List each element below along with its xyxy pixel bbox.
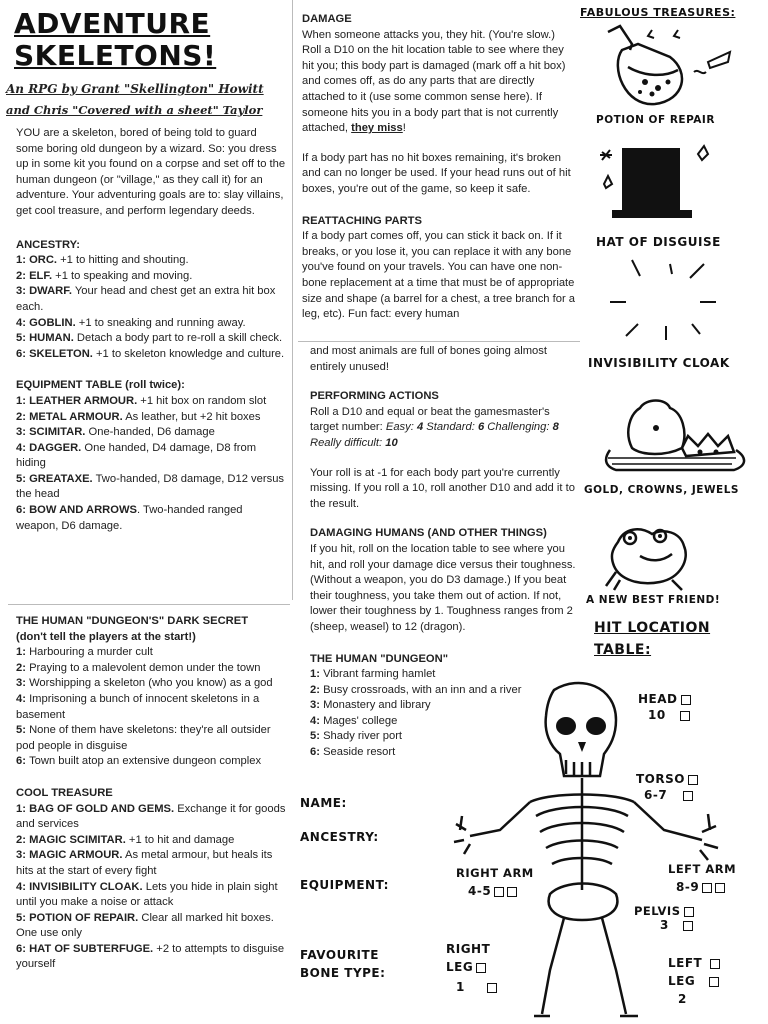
list-item: 2: Praying to a malevolent demon under the town bbox=[16, 661, 261, 674]
ancestry-list bbox=[16, 253, 286, 362]
actions-text-2: Your roll is at -1 for each body part you're currently missing. If you roll a 10, roll another D10 and add it to the result. bbox=[310, 466, 575, 510]
secret-subheading: (don't tell the players at the start!) bbox=[16, 630, 196, 643]
hit-lleg-label-2: LEG bbox=[668, 974, 719, 988]
ancestry-field-label[interactable]: ANCESTRY: bbox=[300, 830, 379, 844]
hit-box[interactable] bbox=[683, 791, 693, 801]
hit-box[interactable] bbox=[494, 887, 504, 897]
list-item: 2: MAGIC SCIMITAR. +1 to hit and damage bbox=[16, 833, 235, 846]
list-item: 5: HUMAN. Detach a body part to re-roll a skill check. bbox=[16, 332, 283, 345]
potion-label: POTION OF REPAIR bbox=[596, 114, 715, 126]
divider bbox=[8, 604, 290, 605]
damage-text-2: If a body part has no hit boxes remaining, it's broken and can no longer be used. If your head runs out of hit boxes, you're out of the game, so keep it safe. bbox=[302, 151, 571, 195]
list-item: 6: SKELETON. +1 to skeleton knowledge and culture. bbox=[16, 347, 285, 360]
equipment-list bbox=[16, 394, 286, 534]
actions-heading: PERFORMING ACTIONS bbox=[310, 390, 439, 403]
bone-field-label-1: FAVOURITE bbox=[300, 948, 379, 962]
hit-box[interactable] bbox=[684, 907, 694, 917]
hit-pelvis-label: PELVIS bbox=[634, 904, 694, 918]
list-item: 6: BOW AND ARROWS. Two-handed ranged weapon, D6 damage. bbox=[16, 504, 243, 532]
list-item: 6: Town built atop an extensive dungeon complex bbox=[16, 755, 262, 768]
damaging-heading: DAMAGING HUMANS (AND OTHER THINGS) bbox=[310, 527, 547, 540]
hit-box[interactable] bbox=[507, 887, 517, 897]
list-item: 4: INVISIBILITY CLOAK. Lets you hide in plain sight until you make a noise or attack bbox=[16, 880, 278, 909]
secret-heading: THE HUMAN "DUNGEON'S" DARK SECRET bbox=[16, 615, 249, 627]
hit-rleg-label-2: LEG bbox=[446, 960, 486, 974]
damage-heading: DAMAGE bbox=[302, 13, 352, 25]
hit-head-label: HEAD bbox=[638, 692, 691, 706]
reattach-text-cont: and most animals are full of bones going almost entirely unused! bbox=[310, 345, 547, 373]
list-item: 3: DWARF. Your head and chest get an extra hit box each. bbox=[16, 285, 276, 313]
hit-rarm-label: RIGHT ARM bbox=[456, 866, 534, 880]
secret-list bbox=[16, 645, 288, 770]
list-item: 5: Shady river port bbox=[310, 730, 403, 743]
reattach-heading: REATTACHING PARTS bbox=[302, 214, 422, 227]
gold-crown-icon bbox=[596, 392, 756, 476]
hit-box[interactable] bbox=[715, 883, 725, 893]
gold-label: GOLD, CROWNS, JEWELS bbox=[584, 484, 739, 496]
list-item: 5: GREATAXE. Two-handed, D8 damage, D12 versus the head bbox=[16, 472, 285, 501]
hit-box[interactable] bbox=[681, 695, 691, 705]
list-item: 4: GOBLIN. +1 to sneaking and running away. bbox=[16, 316, 246, 329]
treasure-list bbox=[16, 802, 288, 974]
list-item: 3: Worshipping a skeleton (who you know) as a god bbox=[16, 677, 273, 690]
list-item: 4: Mages' college bbox=[310, 714, 398, 727]
actions-text-1: Roll a D10 and equal or beat the gamesmaster's target number: Easy: 4 Standard: 6 Challenging: 8 Really difficult: 10 bbox=[310, 405, 559, 449]
intro-text: YOU are a skeleton, bored of being told to guard some boring old dungeon by a wizard. So: you dress up in some kit you found on a corpse and set off to the human dungeon (or "village," as they call it) for an adventure. Your adventuring goals are to: slay villains, get cool treasure, and perform legendary deeds. bbox=[16, 127, 286, 217]
reattach-text: If a body part comes off, you can stick it back on. If it breaks, or you lose it, you can replace it with any bone you've found on your travels. You can have one non-bone replacement at a time that must be of appropriate size and shape (a barrel for a chest, a tree branch for a leg, etc). Fun fact: every human bbox=[302, 230, 576, 321]
name-field-label[interactable]: NAME: bbox=[300, 796, 347, 810]
potion-icon bbox=[590, 22, 740, 116]
hit-box[interactable] bbox=[683, 921, 693, 931]
list-item: 2: ELF. +1 to speaking and moving. bbox=[16, 269, 193, 282]
column-divider bbox=[292, 0, 293, 600]
hit-larm-label: LEFT ARM bbox=[668, 862, 737, 876]
left-column-top bbox=[16, 126, 286, 534]
cloak-label: INVISIBILITY CLOAK bbox=[588, 356, 730, 370]
friend-label: A NEW BEST FRIEND! bbox=[586, 594, 721, 606]
hit-box[interactable] bbox=[709, 977, 719, 987]
list-item: 2: Busy crossroads, with an inn and a river bbox=[310, 683, 522, 696]
hit-box[interactable] bbox=[487, 983, 497, 993]
title-line1: ADVENTURE bbox=[14, 7, 211, 40]
list-item: 1: ORC. +1 to hitting and shouting. bbox=[16, 254, 189, 267]
byline-line2: and Chris "Covered with a sheet" Taylor bbox=[6, 103, 263, 117]
frog-icon bbox=[600, 522, 700, 594]
list-item: 6: HAT OF SUBTERFUGE. +2 to attempts to disguise yourself bbox=[16, 942, 285, 971]
hit-box[interactable] bbox=[476, 963, 486, 973]
list-item: 3: MAGIC ARMOUR. As metal armour, but heals its hits at the start of every fight bbox=[16, 849, 273, 877]
hit-head-number: 10 bbox=[648, 708, 690, 722]
list-item: 2: METAL ARMOUR. As leather, but +2 hit boxes bbox=[16, 410, 261, 423]
hat-icon bbox=[592, 140, 722, 232]
treasure-heading: COOL TREASURE bbox=[16, 786, 113, 799]
middle-column-top bbox=[302, 12, 576, 323]
hitloc-heading-2: TABLE: bbox=[594, 642, 652, 658]
hit-rleg-label-1: RIGHT bbox=[446, 942, 491, 956]
bone-field-label-2[interactable]: BONE TYPE: bbox=[300, 966, 386, 980]
byline-line1: An RPG by Grant "Skellington" Howitt bbox=[6, 82, 264, 96]
dungeon-heading: THE HUMAN "DUNGEON" bbox=[310, 652, 449, 665]
list-item: 1: BAG OF GOLD AND GEMS. Exchange it for goods and services bbox=[16, 802, 286, 831]
equipment-heading: EQUIPMENT TABLE (roll twice): bbox=[16, 379, 185, 392]
hit-rleg-number: 1 bbox=[456, 980, 497, 994]
list-item: 3: Monastery and library bbox=[310, 699, 431, 712]
hit-lleg-number: 2 bbox=[678, 992, 687, 1006]
list-item: 6: Seaside resort bbox=[310, 746, 396, 759]
list-item: 3: SCIMITAR. One-handed, D6 damage bbox=[16, 426, 215, 439]
list-item: 1: Harbouring a murder cult bbox=[16, 646, 153, 659]
list-item: 4: DAGGER. One handed, D4 damage, D8 from hiding bbox=[16, 441, 257, 470]
hit-pelvis-number: 3 bbox=[660, 918, 693, 932]
title-line2: SKELETONS! bbox=[14, 39, 217, 72]
list-item: 5: None of them have skeletons: they're all outsider pod people in disguise bbox=[16, 724, 271, 752]
hit-box[interactable] bbox=[688, 775, 698, 785]
hit-box[interactable] bbox=[680, 711, 690, 721]
hit-lleg-label-1: LEFT bbox=[668, 956, 720, 970]
ancestry-heading: ANCESTRY: bbox=[16, 238, 81, 251]
hat-label: HAT OF DISGUISE bbox=[596, 235, 721, 249]
list-item: 5: POTION OF REPAIR. Clear all marked hit boxes. One use only bbox=[16, 911, 274, 940]
damage-text-1: When someone attacks you, they hit. (You're slow.) Roll a D10 on the hit location table to see where they hit you; this body part is damaged (mark off a hit box) and comes off, as do any parts that are directly attached to it (use some common sense here). If someone hits you in a body part that is not currently attached, they miss! bbox=[302, 28, 566, 135]
damaging-text: If you hit, roll on the location table to see where you hit, and roll your damage dice versus their toughness. (Without a weapon, you do D3 damage.) If you beat their toughness, you take them out of action. If not, lower their toughness by 1. Toughness ranges from 2 (sheep, weasel) to 12 (dragon). bbox=[310, 542, 576, 633]
hit-torso-number: 6-7 bbox=[644, 788, 693, 802]
hit-box[interactable] bbox=[702, 883, 712, 893]
hit-rarm-number: 4-5 bbox=[468, 884, 517, 898]
left-column-bottom bbox=[16, 614, 288, 973]
list-item: 4: Imprisoning a bunch of innocent skeletons in a basement bbox=[16, 692, 260, 721]
list-item: 1: LEATHER ARMOUR. +1 hit box on random slot bbox=[16, 394, 267, 407]
cloak-icon bbox=[600, 250, 730, 350]
list-item: 1: Vibrant farming hamlet bbox=[310, 668, 436, 681]
treasures-heading: FABULOUS TREASURES: bbox=[580, 6, 736, 19]
hit-torso-label: TORSO bbox=[636, 772, 698, 786]
hitloc-heading-1: HIT LOCATION bbox=[594, 620, 711, 636]
equipment-field-label[interactable]: EQUIPMENT: bbox=[300, 878, 389, 892]
hit-box[interactable] bbox=[710, 959, 720, 969]
hit-larm-number: 8-9 bbox=[676, 880, 725, 894]
divider bbox=[298, 341, 580, 342]
